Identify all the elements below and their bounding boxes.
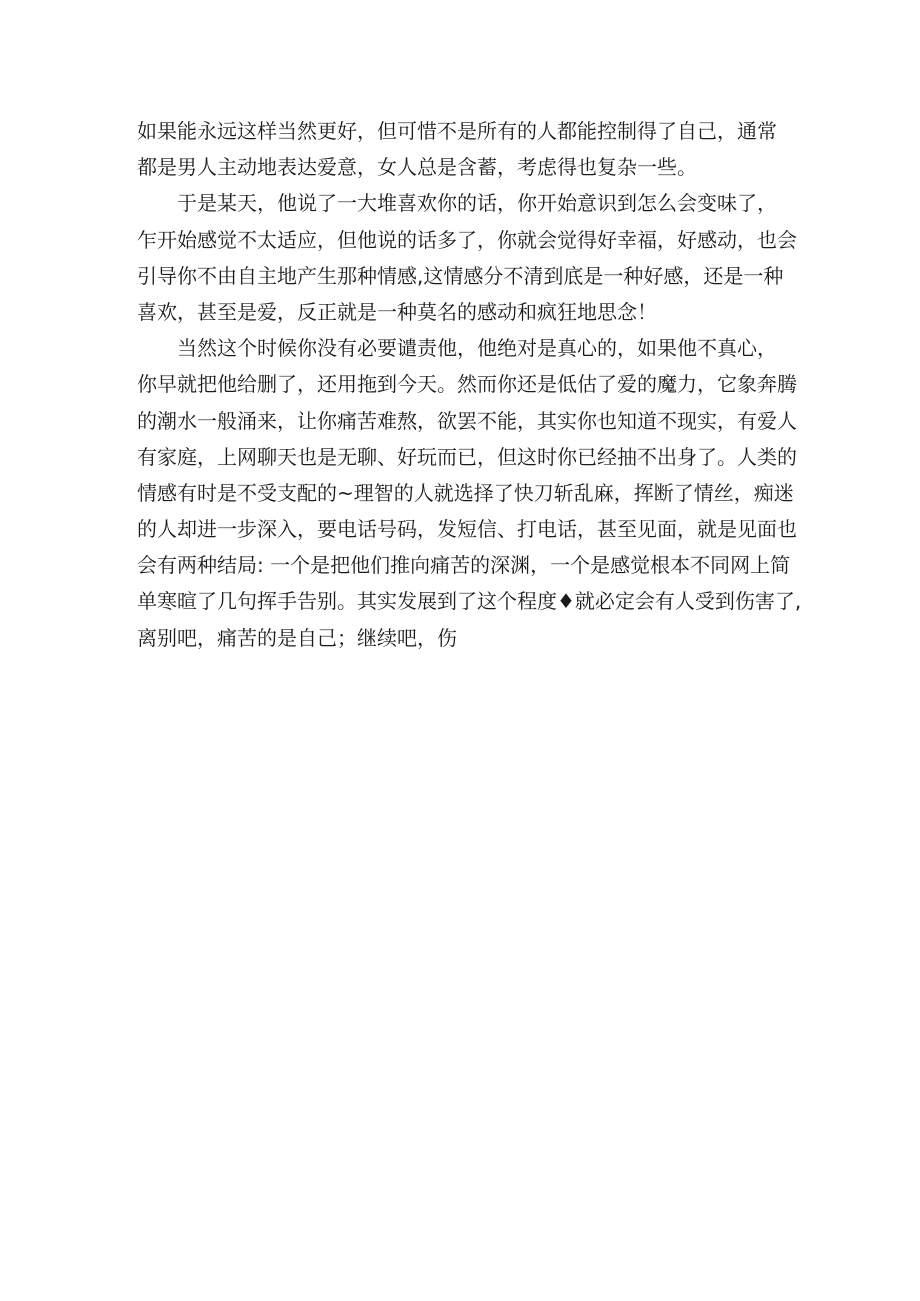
text-line: 你早就把他给删了，还用拖到今天。然而你还是低估了爱的魔力，它象奔腾 xyxy=(137,372,797,397)
paragraph-2 xyxy=(137,185,817,330)
text-line: 有家庭，上网聊天也是无聊、好玩而已，但这时你已经抽不出身了。人类的 xyxy=(137,444,797,469)
text-line: 会有两种结局: 一个是把他们推向痛苦的深渊，一个是感觉根本不同网上简 xyxy=(137,553,791,578)
text-line: 引导你不由自主地产生那种情感,这情感分不清到底是一种好感，还是一种 xyxy=(137,263,784,288)
text-line: 当然这个时候你没有必要谴责他，他绝对是真心的，如果他不真心， xyxy=(137,336,777,361)
text-line: 都是男人主动地表达爱意，女人总是含蓄，考虑得也复杂一些。 xyxy=(137,155,697,180)
text-line: 单寒暄了几句挥手告别。其实发展到了这个程度♦就必定会有人受到伤害了, xyxy=(137,589,802,614)
paragraph-1 xyxy=(137,113,817,185)
text-line: 离别吧，痛苦的是自己；继续吧，伤 xyxy=(137,625,457,650)
text-line: 于是某天，他说了一大堆喜欢你的话，你开始意识到怎么会变味了， xyxy=(137,191,777,216)
text-line: 喜欢，甚至是爱，反正就是一种莫名的感动和疯狂地思念！ xyxy=(137,299,657,324)
text-line: 乍开始感觉不太适应，但他说的话多了，你就会觉得好幸福，好感动，也会 xyxy=(137,227,797,252)
text-line: 如果能永远这样当然更好，但可惜不是所有的人都能控制得了自己，通常 xyxy=(137,119,777,143)
paragraph-3 xyxy=(137,330,817,656)
text-line: 情感有时是不受支配的~理智的人就选择了快刀斩乱麻，挥断了情丝，痴迷 xyxy=(137,480,794,505)
text-line: 的人却进一步深入，要电话号码，发短信、打电话，甚至见面，就是见面也 xyxy=(137,517,797,542)
document-body xyxy=(137,113,817,656)
text-line: 的潮水一般涌来，让你痛苦难熬，欲罢不能，其实你也知道不现实，有爱人 xyxy=(137,408,797,433)
